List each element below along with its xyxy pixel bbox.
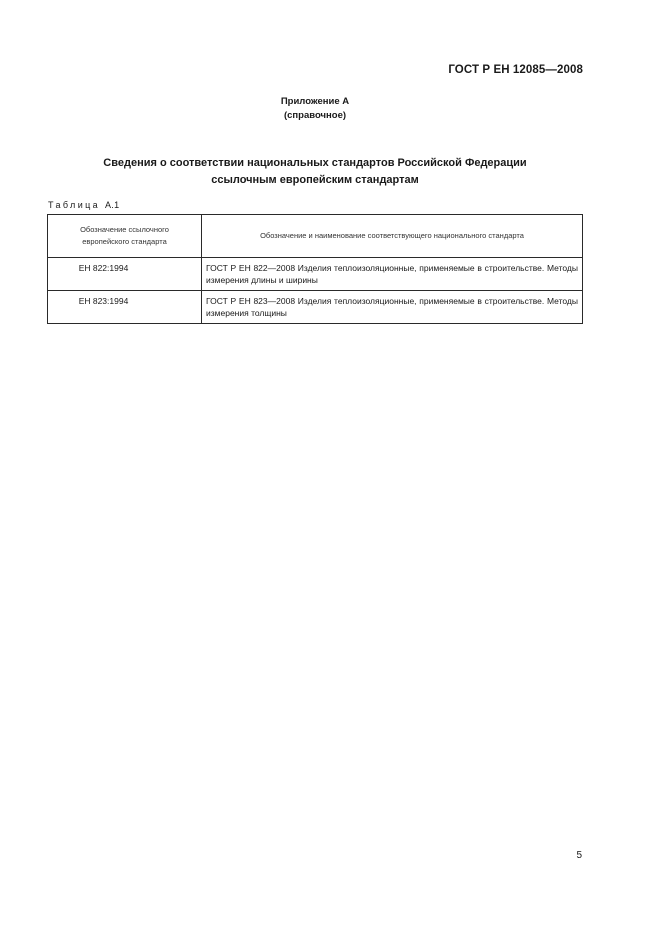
column-header-national-standard: Обозначение и наименование соответствующего национального стандарта <box>202 215 583 258</box>
table-caption-number: А.1 <box>105 200 120 210</box>
column-header-european-standard: Обозначение ссылочного европейского стандарта <box>48 215 202 258</box>
table-header-row <box>48 215 583 258</box>
table-row <box>48 291 583 324</box>
european-standard-cell: ЕН 823:1994 <box>48 291 202 324</box>
annex-title: Приложение А <box>280 96 350 107</box>
section-title-line-1: Сведения о соответствии национальных стандартов Российской Федерации <box>103 157 527 169</box>
european-standard-cell: ЕН 822:1994 <box>48 258 202 291</box>
document-code: ГОСТ Р ЕН 12085—2008 <box>448 64 583 76</box>
section-title <box>0 155 630 189</box>
table-caption <box>48 200 119 210</box>
national-standard-cell: ГОСТ Р ЕН 823—2008 Изделия теплоизоляционные, применяемые в строительстве. Методы измерения толщины <box>202 291 583 324</box>
table-row <box>48 258 583 291</box>
national-standard-cell: ГОСТ Р ЕН 822—2008 Изделия теплоизоляционные, применяемые в строительстве. Методы измерения длины и ширины <box>202 258 583 291</box>
annex-subtitle: (справочное) <box>283 110 347 121</box>
conformity-table <box>47 214 583 324</box>
table-caption-label: Таблица <box>48 200 101 210</box>
section-title-line-2: ссылочным европейским стандартам <box>211 174 419 186</box>
page-number: 5 <box>576 850 582 861</box>
annex-heading <box>0 95 630 123</box>
